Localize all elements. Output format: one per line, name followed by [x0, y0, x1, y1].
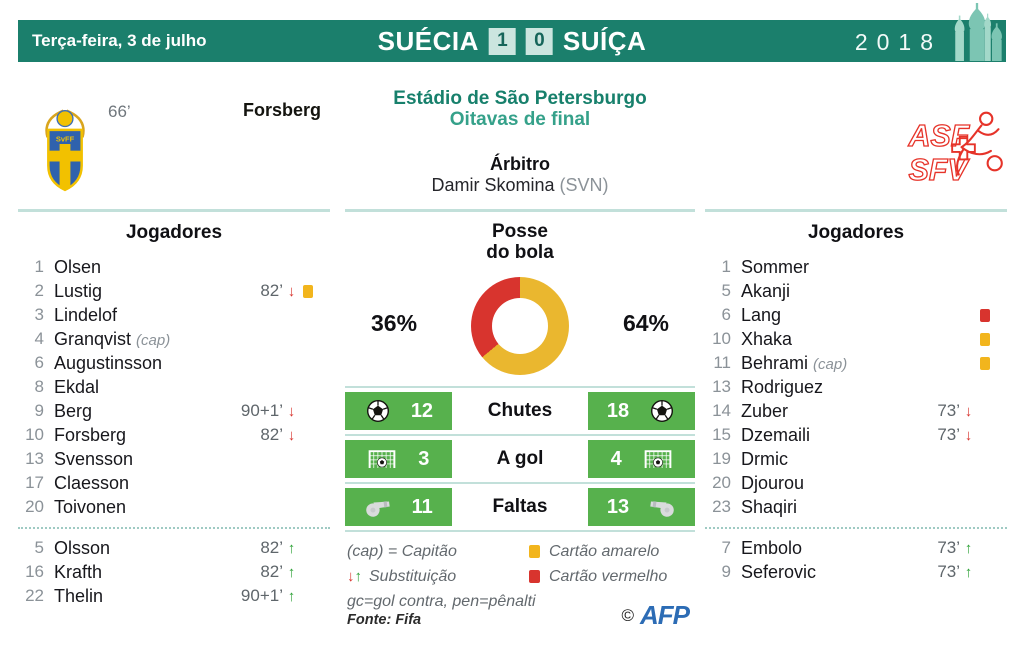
player-row — [18, 536, 330, 560]
player-row — [18, 375, 330, 399]
player-name: Dzemaili — [741, 424, 811, 445]
card-placeholder — [980, 284, 992, 298]
card-placeholder — [980, 452, 992, 466]
sub-out-arrow-icon: ↓ — [964, 426, 973, 444]
home-possession-value: 36% — [371, 310, 418, 336]
yellow-card-icon — [980, 357, 990, 370]
player-name: Krafth — [54, 561, 103, 582]
year-label: 2018 — [854, 29, 942, 55]
sub-out-arrow-icon: ↓ — [287, 282, 296, 300]
sub-out-arrow-icon: ↓ — [964, 402, 973, 420]
sub-out-arrow-icon: ↓ — [347, 568, 355, 585]
player-name: Forsberg — [54, 424, 127, 445]
afp-logo — [621, 600, 689, 631]
card-placeholder — [303, 404, 315, 418]
player-name: Rodriguez — [741, 376, 824, 397]
player-name: Lang — [741, 304, 782, 325]
player-name: Olsen — [54, 256, 102, 277]
sub-minute: 73’ — [937, 538, 960, 557]
player-name: Drmic — [741, 448, 788, 469]
player-name: Xhaka — [741, 328, 793, 349]
stats-table — [345, 386, 695, 532]
player-number: 14 — [712, 401, 731, 420]
sub-minute: 90+1’ — [240, 586, 283, 605]
player-row — [705, 303, 1007, 327]
away-stat-value: 4 — [610, 447, 622, 470]
home-score: 1 — [489, 28, 516, 55]
player-number: 9 — [721, 562, 731, 581]
player-number: 5 — [34, 538, 44, 557]
referee-name: Damir Skomina (SVN) — [431, 175, 609, 195]
player-row — [705, 560, 1007, 584]
home-team-name: SUÉCIA — [377, 25, 479, 56]
card-placeholder — [980, 565, 992, 579]
card-placeholder — [303, 356, 315, 370]
card-placeholder — [980, 541, 992, 555]
referee-label: Árbitro — [490, 154, 550, 174]
match-date: Terça-feira, 3 de julho — [32, 31, 207, 50]
sub-minute: 73’ — [937, 401, 960, 420]
sub-minute: 82’ — [260, 281, 283, 300]
divider — [705, 527, 1007, 529]
player-row — [18, 423, 330, 447]
player-row — [705, 399, 1007, 423]
card-placeholder — [303, 380, 315, 394]
yellow-card-icon — [529, 545, 540, 558]
stat-label: A gol — [496, 448, 544, 469]
player-number: 7 — [721, 538, 731, 557]
players-title: Jogadores — [807, 222, 905, 243]
card-placeholder — [980, 428, 992, 442]
sub-minute: 82’ — [260, 562, 283, 581]
card-placeholder — [303, 260, 315, 274]
player-row — [705, 447, 1007, 471]
card-placeholder — [303, 589, 315, 603]
divider — [18, 527, 330, 529]
away-stat-value: 13 — [606, 495, 630, 518]
red-card-slot — [980, 308, 992, 322]
captain-label: (cap) — [136, 331, 171, 349]
player-number: 9 — [34, 401, 44, 420]
sub-in-arrow-icon: ↑ — [964, 539, 973, 557]
possession-title: Posse do bola — [486, 221, 554, 263]
player-row — [18, 447, 330, 471]
player-row — [705, 327, 1007, 351]
player-number: 11 — [713, 353, 731, 372]
captain-label: (cap) — [813, 355, 848, 373]
player-number: 3 — [34, 305, 44, 324]
referee-country: (SVN) — [559, 175, 609, 195]
away-score: 0 — [526, 28, 553, 55]
player-number: 13 — [712, 377, 731, 396]
card-placeholder — [980, 500, 992, 514]
source-credit: Fonte: Fifa — [347, 612, 422, 628]
sub-out-arrow-icon: ↓ — [287, 426, 296, 444]
stat-label: Faltas — [492, 496, 548, 517]
stadium-name: Estádio de São Petersburgo — [393, 88, 647, 109]
home-players-column — [18, 0, 330, 655]
player-name: Lustig — [54, 280, 103, 301]
player-row — [18, 495, 330, 519]
card-placeholder — [303, 500, 315, 514]
player-number: 19 — [712, 449, 731, 468]
copyright-symbol: © — [621, 605, 634, 625]
player-name: Seferovic — [741, 561, 817, 582]
sub-in-arrow-icon: ↑ — [287, 563, 296, 581]
player-name: Behrami (cap) — [741, 352, 848, 373]
card-placeholder — [303, 452, 315, 466]
goal-scorer: Forsberg — [243, 100, 322, 120]
home-stat-value: 12 — [410, 399, 434, 422]
sub-minute: 73’ — [937, 562, 960, 581]
sub-out-arrow-icon: ↓ — [287, 402, 296, 420]
player-number: 22 — [25, 586, 44, 605]
legend-substitution: ↓ ↑ Substituição — [347, 567, 457, 585]
player-name: Djourou — [741, 472, 805, 493]
legend-red-card: Cartão vermelho — [529, 568, 667, 586]
players-title: Jogadores — [125, 222, 223, 243]
player-row — [18, 471, 330, 495]
stat-row — [345, 434, 695, 482]
home-stat-value: 11 — [411, 495, 433, 518]
away-stat-value: 18 — [606, 399, 630, 422]
player-row — [18, 303, 330, 327]
player-name: Olsson — [54, 537, 111, 558]
whistle-icon — [648, 495, 676, 519]
player-number: 6 — [721, 305, 731, 324]
yellow-card-slot — [980, 332, 992, 346]
yellow-card-slot — [980, 356, 992, 370]
legend-captain: (cap) = Capitão — [347, 542, 457, 560]
player-number: 10 — [712, 329, 731, 348]
player-number: 4 — [34, 329, 44, 348]
player-name: Thelin — [54, 585, 104, 606]
card-placeholder — [303, 565, 315, 579]
player-row — [18, 399, 330, 423]
red-card-icon — [980, 309, 990, 322]
player-name: Berg — [54, 400, 93, 421]
player-row — [705, 351, 1007, 375]
player-name: Claesson — [54, 472, 130, 493]
away-starters-list — [705, 255, 1007, 519]
away-players-column — [705, 0, 1007, 655]
sub-in-arrow-icon: ↑ — [964, 563, 973, 581]
player-row — [18, 351, 330, 375]
sub-in-arrow-icon: ↑ — [287, 587, 296, 605]
player-name: Ekdal — [54, 376, 100, 397]
player-row — [18, 255, 330, 279]
stat-row — [345, 386, 695, 434]
center-column — [345, 0, 695, 655]
swiss-crest-text-top: ASF — [908, 120, 970, 154]
yellow-card-slot — [303, 284, 315, 298]
player-name: Toivonen — [54, 496, 127, 517]
card-placeholder — [303, 428, 315, 442]
player-number: 16 — [25, 562, 44, 581]
swiss-crest-text-bottom: SFV — [908, 154, 968, 188]
player-row — [705, 423, 1007, 447]
player-number: 5 — [721, 281, 731, 300]
card-placeholder — [303, 541, 315, 555]
home-stat-value: 3 — [418, 447, 430, 470]
yellow-card-icon — [980, 333, 990, 346]
sub-minute: 90+1’ — [240, 401, 283, 420]
yellow-card-icon — [303, 285, 313, 298]
player-name: Akanji — [741, 280, 791, 301]
away-team-name: SUÍÇA — [562, 25, 647, 56]
player-row — [18, 327, 330, 351]
card-placeholder — [980, 380, 992, 394]
player-name: Zuber — [741, 400, 789, 421]
goal-icon — [368, 447, 396, 471]
sub-in-arrow-icon: ↑ — [354, 568, 362, 585]
player-number: 20 — [25, 497, 44, 516]
away-possession-value: 64% — [622, 310, 669, 336]
player-row — [18, 279, 330, 303]
player-row — [705, 495, 1007, 519]
stat-label: Chutes — [487, 400, 553, 421]
player-number: 1 — [721, 257, 731, 276]
player-row — [705, 536, 1007, 560]
player-number: 15 — [712, 425, 731, 444]
away-stat-box — [588, 392, 695, 430]
sub-in-arrow-icon: ↑ — [287, 539, 296, 557]
player-name: Sommer — [741, 256, 810, 277]
player-number: 20 — [712, 473, 731, 492]
player-number: 6 — [34, 353, 44, 372]
soccer-ball-icon — [648, 399, 676, 423]
away-substitutes-list — [705, 536, 1007, 584]
card-placeholder — [303, 308, 315, 322]
whistle-icon — [364, 495, 392, 519]
card-placeholder — [980, 404, 992, 418]
player-number: 10 — [25, 425, 44, 444]
card-placeholder — [303, 476, 315, 490]
player-number: 1 — [34, 257, 44, 276]
card-placeholder — [980, 260, 992, 274]
player-number: 13 — [25, 449, 44, 468]
round-name: Oitavas de final — [449, 109, 591, 130]
player-name: Lindelof — [54, 304, 118, 325]
afp-wordmark: AFP — [640, 600, 689, 630]
away-stat-box — [588, 488, 695, 526]
home-stat-box — [345, 440, 452, 478]
stat-row — [345, 482, 695, 530]
home-stat-box — [345, 392, 452, 430]
legend-abbreviations: gc=gol contra, pen=pênalti — [347, 592, 536, 610]
player-name: Granqvist (cap) — [54, 328, 171, 349]
goal-icon — [644, 447, 672, 471]
sweden-crest-text: SvFF — [55, 134, 75, 144]
legend-yellow-card: Cartão amarelo — [529, 543, 659, 561]
card-placeholder — [303, 332, 315, 346]
home-substitutes-list — [18, 536, 330, 608]
player-number: 8 — [34, 377, 44, 396]
goal-minute: 66’ — [108, 102, 131, 121]
possession-donut-chart — [471, 277, 569, 375]
player-row — [18, 560, 330, 584]
player-number: 2 — [34, 281, 44, 300]
player-row — [18, 584, 330, 608]
player-name: Svensson — [54, 448, 134, 469]
player-row — [705, 471, 1007, 495]
home-stat-box — [345, 488, 452, 526]
player-row — [705, 279, 1007, 303]
player-name: Shaqiri — [741, 496, 798, 517]
away-stat-box — [588, 440, 695, 478]
player-number: 17 — [25, 473, 44, 492]
red-card-icon — [529, 570, 540, 583]
player-number: 23 — [712, 497, 731, 516]
sub-minute: 82’ — [260, 538, 283, 557]
sub-minute: 73’ — [937, 425, 960, 444]
soccer-ball-icon — [364, 399, 392, 423]
player-row — [705, 255, 1007, 279]
card-placeholder — [980, 476, 992, 490]
home-starters-list — [18, 255, 330, 519]
player-row — [705, 375, 1007, 399]
player-name: Embolo — [741, 537, 803, 558]
player-name: Augustinsson — [54, 352, 163, 373]
sub-minute: 82’ — [260, 425, 283, 444]
